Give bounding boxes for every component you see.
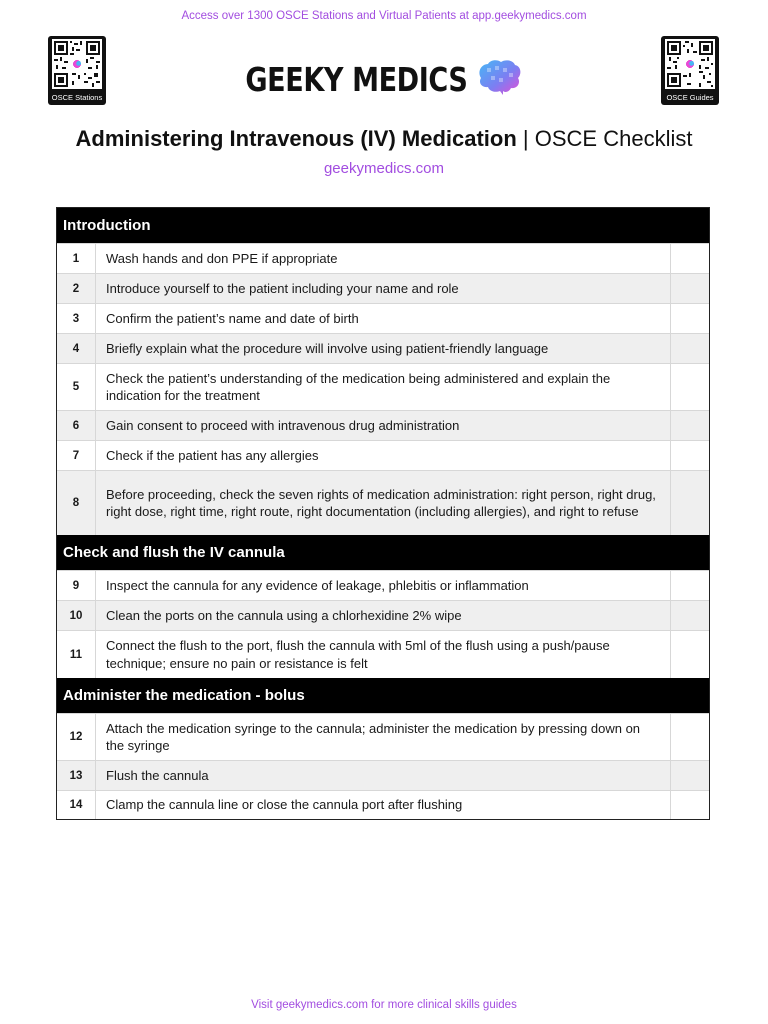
- tick-box[interactable]: [670, 411, 709, 440]
- tick-box[interactable]: [670, 334, 709, 363]
- item-number: 13: [57, 761, 96, 790]
- item-number: 9: [57, 571, 96, 600]
- item-text: Attach the medication syringe to the cannula; administer the medication by pressing down on the syringe: [106, 720, 641, 753]
- section-header-check-flush: Check and flush the IV cannula: [57, 535, 709, 570]
- item-number: 1: [57, 244, 96, 273]
- item-number: 3: [57, 304, 96, 333]
- checklist-row: [57, 303, 709, 333]
- title-suffix: OSCE Checklist: [534, 126, 693, 151]
- section-header-administer-bolus: Administer the medication - bolus: [57, 678, 709, 713]
- tick-box[interactable]: [670, 364, 709, 410]
- item-text: Gain consent to proceed with intravenous drug administration: [106, 417, 460, 433]
- qr-caption-stations: OSCE Stations: [51, 93, 103, 102]
- tick-box[interactable]: [670, 571, 709, 600]
- osce-checklist-table: [56, 207, 710, 820]
- item-number: 12: [57, 714, 96, 760]
- brain-icon: [475, 58, 523, 101]
- item-number: 5: [57, 364, 96, 410]
- site-link[interactable]: geekymedics.com: [323, 160, 445, 177]
- tick-box[interactable]: [670, 244, 709, 273]
- geeky-medics-logo[interactable]: [0, 58, 768, 101]
- tick-box[interactable]: [670, 601, 709, 630]
- item-number: 14: [57, 791, 96, 819]
- item-text: Inspect the cannula for any evidence of leakage, phlebitis or inflammation: [106, 577, 529, 593]
- checklist-row: [57, 570, 709, 600]
- checklist-row: [57, 410, 709, 440]
- logo-text: GEEKY MEDICS: [244, 60, 468, 99]
- footer-link[interactable]: Visit geekymedics.com for more clinical skills guides: [251, 999, 517, 1011]
- tick-box[interactable]: [670, 791, 709, 819]
- checklist-row: [57, 363, 709, 410]
- section-header-introduction: Introduction: [57, 208, 709, 243]
- tick-box[interactable]: [670, 631, 709, 678]
- item-number: 4: [57, 334, 96, 363]
- item-number: 8: [57, 471, 96, 535]
- item-text: Flush the cannula: [106, 767, 209, 783]
- title-main: Administering Intravenous (IV) Medication: [75, 126, 517, 151]
- item-text: Confirm the patient’s name and date of birth: [106, 310, 359, 326]
- checklist-row: [57, 600, 709, 630]
- checklist-row: [57, 630, 709, 678]
- item-text: Wash hands and don PPE if appropriate: [106, 250, 338, 266]
- tick-box[interactable]: [670, 274, 709, 303]
- checklist-row: [57, 760, 709, 790]
- checklist-row: [57, 440, 709, 470]
- title-separator: |: [516, 126, 535, 151]
- checklist-row: [57, 470, 709, 535]
- item-number: 6: [57, 411, 96, 440]
- item-text: Clamp the cannula line or close the cannula port after flushing: [106, 797, 463, 813]
- checklist-row: [57, 243, 709, 273]
- checklist-row: [57, 713, 709, 760]
- checklist-row: [57, 790, 709, 819]
- tick-box[interactable]: [670, 471, 709, 535]
- item-number: 2: [57, 274, 96, 303]
- tick-box[interactable]: [670, 761, 709, 790]
- item-number: 11: [57, 631, 96, 678]
- item-text: Before proceeding, check the seven rights of medication administration: right person, right drug, right dose, right time, right route, right documentation (including allergies), and right to refuse: [106, 486, 656, 519]
- tick-box[interactable]: [670, 714, 709, 760]
- checklist-row: [57, 333, 709, 363]
- item-text: Connect the flush to the port, flush the cannula with 5ml of the flush using a push/pause technique; ensure no pain or resistance is felt: [106, 638, 610, 671]
- item-text: Introduce yourself to the patient including your name and role: [106, 280, 459, 296]
- qr-caption-guides: OSCE Guides: [666, 93, 714, 102]
- page-title: [0, 126, 768, 152]
- checklist-row: [57, 273, 709, 303]
- item-text: Check if the patient has any allergies: [106, 447, 319, 463]
- item-text: Clean the ports on the cannula using a chlorhexidine 2% wipe: [106, 607, 462, 623]
- item-number: 10: [57, 601, 96, 630]
- item-number: 7: [57, 441, 96, 470]
- tick-box[interactable]: [670, 304, 709, 333]
- tick-box[interactable]: [670, 441, 709, 470]
- top-banner[interactable]: Access over 1300 OSCE Stations and Virtual Patients at app.geekymedics.com: [181, 10, 587, 22]
- item-text: Briefly explain what the procedure will involve using patient-friendly language: [106, 340, 549, 356]
- item-text: Check the patient’s understanding of the medication being administered and explain the indication for the treatment: [106, 370, 611, 403]
